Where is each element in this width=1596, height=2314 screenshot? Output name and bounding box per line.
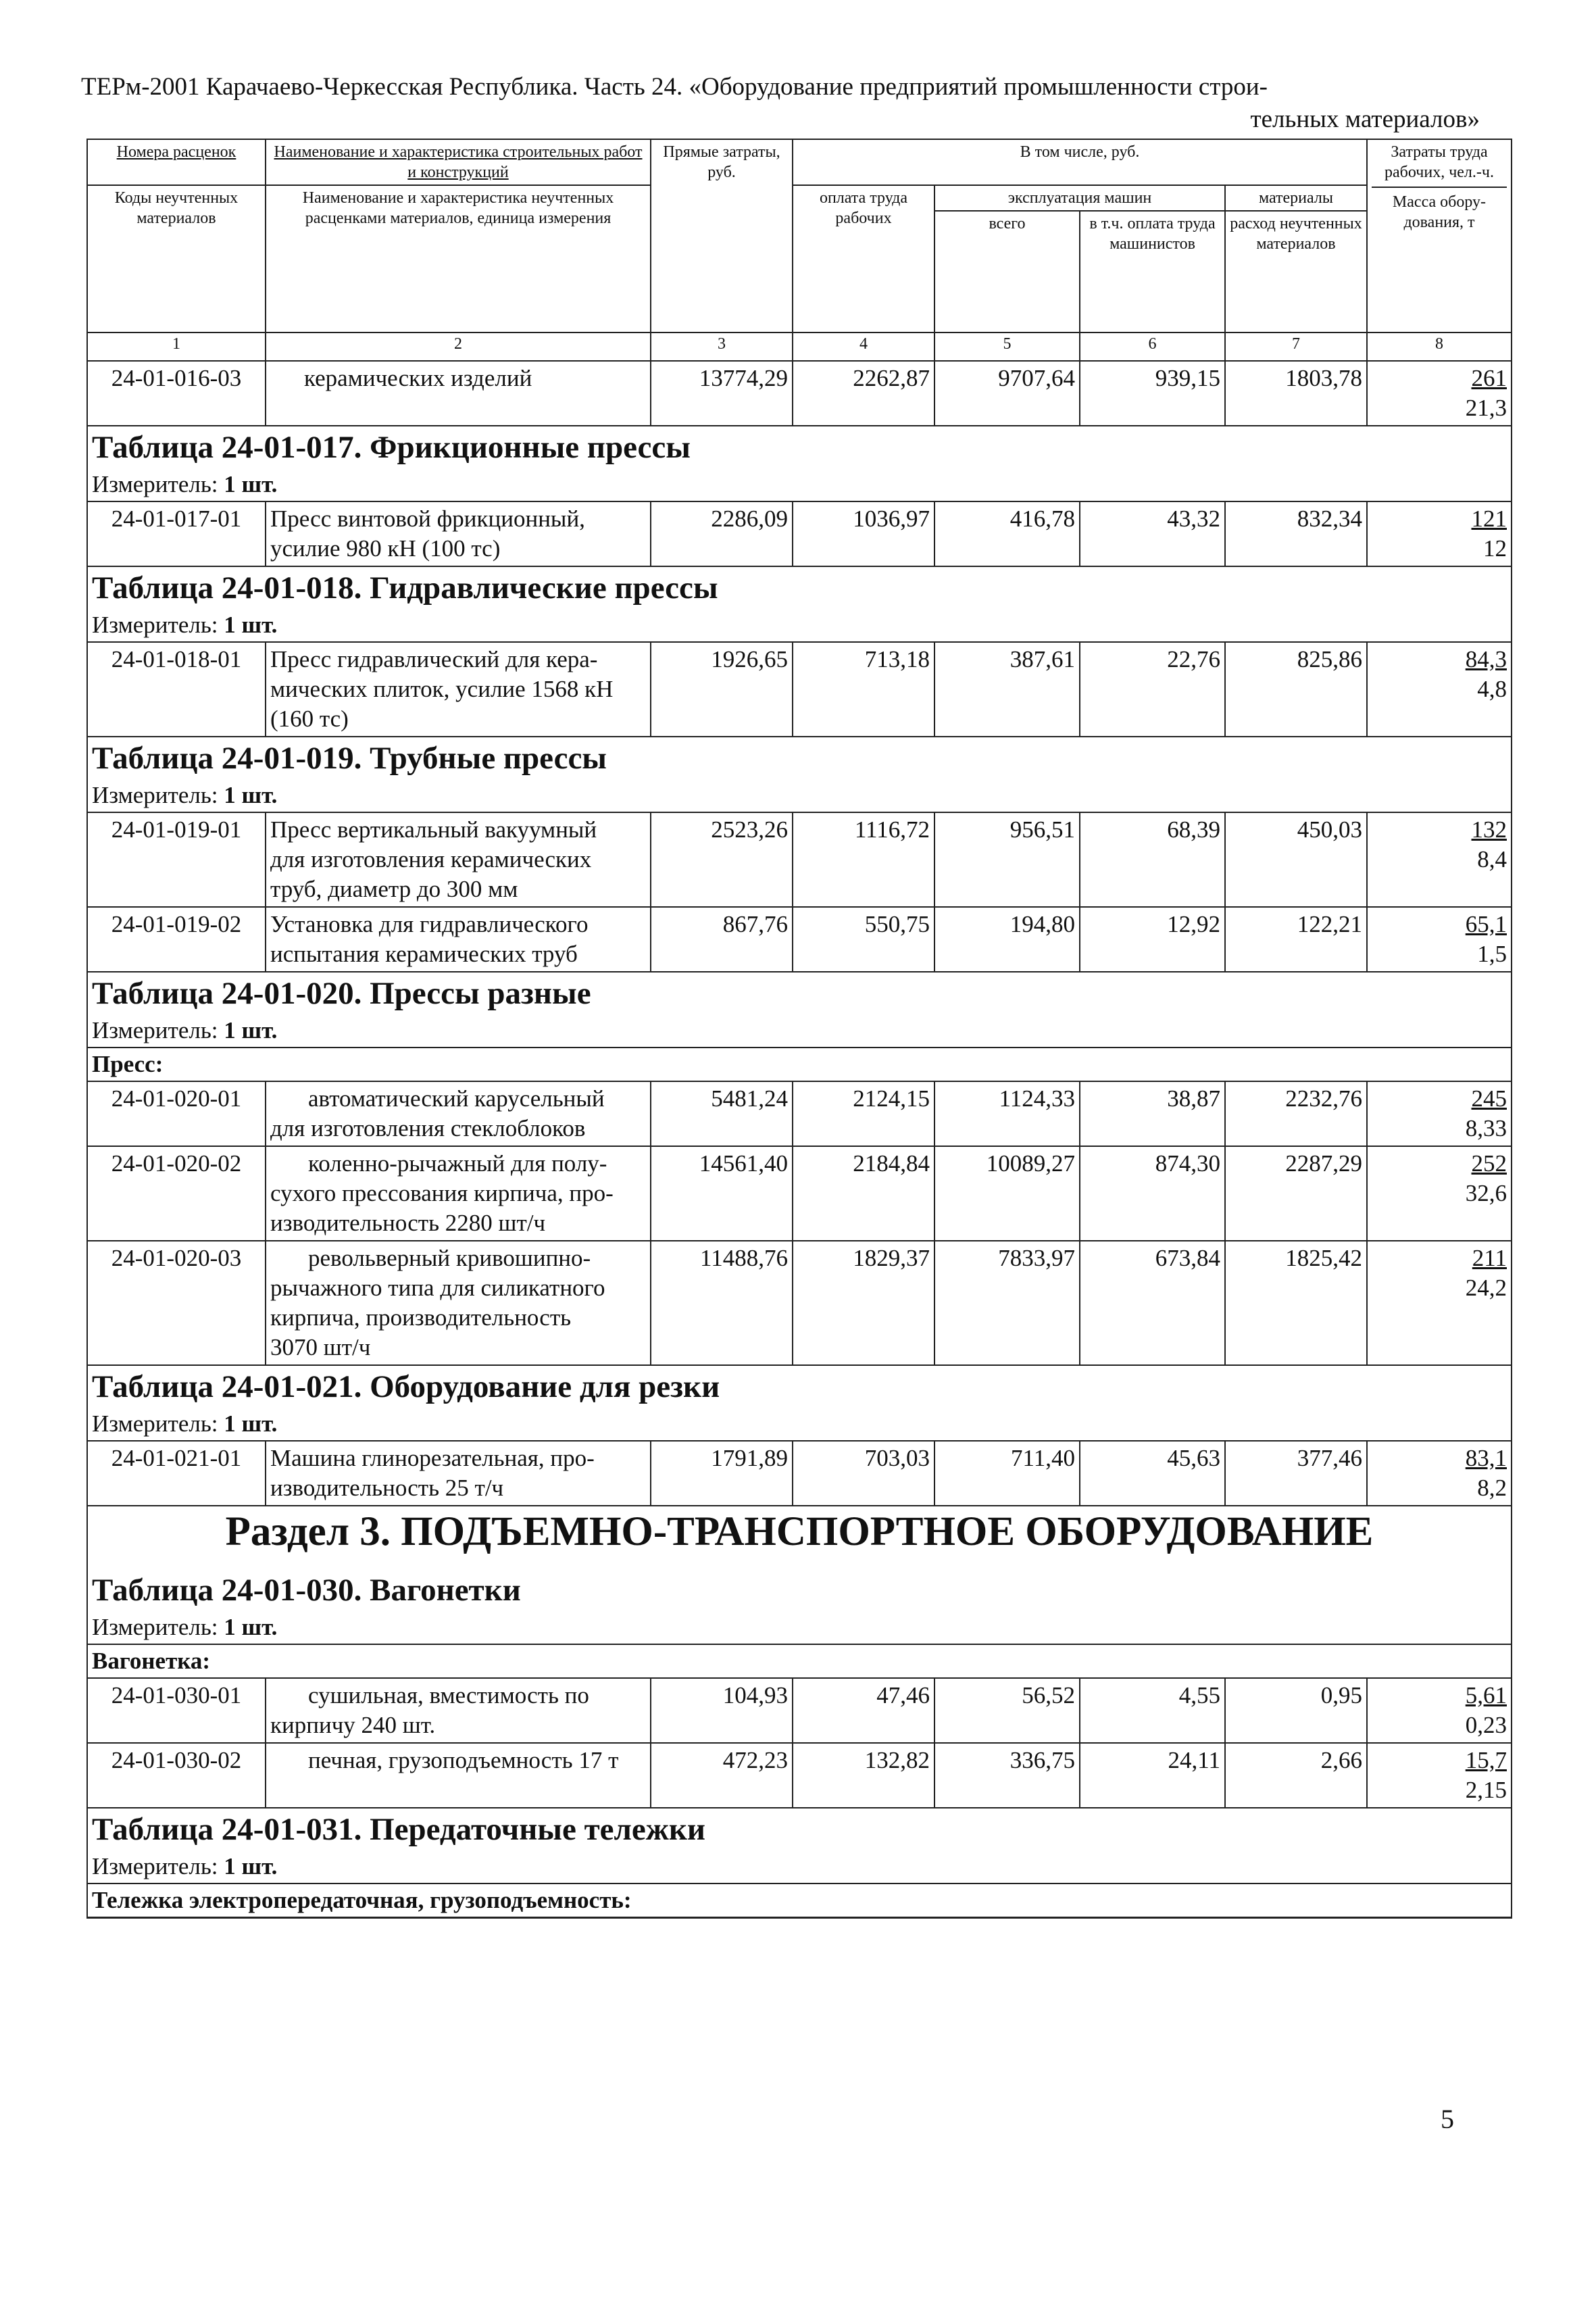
table-row bbox=[87, 1241, 1512, 1365]
measure-row bbox=[87, 779, 1512, 812]
direct-cost: 104,93 bbox=[651, 1678, 793, 1743]
page-header bbox=[81, 71, 1487, 136]
materials-header: материалы bbox=[1225, 185, 1367, 211]
subheading-wagon: Вагонетка: bbox=[87, 1644, 1512, 1678]
labor-hours: 15,7 bbox=[1465, 1747, 1507, 1773]
table-title-020: Таблица 24-01-020. Прессы разные bbox=[87, 972, 1512, 1014]
rate-code: 24-01-016-03 bbox=[87, 361, 266, 426]
labor-pay: 2262,87 bbox=[793, 361, 934, 426]
rate-name: Машина глинорезательная, про- изводительность 25 т/ч bbox=[266, 1441, 651, 1506]
equipment-mass: 8,2 bbox=[1477, 1475, 1507, 1501]
labor-hours: 84,3 bbox=[1465, 646, 1507, 672]
rate-name: коленно-рычажный для полу- сухого прессования кирпича, про- изводительность 2280 шт/ч bbox=[266, 1146, 651, 1241]
table-title-031: Таблица 24-01-031. Передаточные тележки bbox=[87, 1808, 1512, 1850]
rate-code: 24-01-019-01 bbox=[87, 812, 266, 907]
machinists-pay: 874,30 bbox=[1080, 1146, 1225, 1241]
measure-row bbox=[87, 1850, 1512, 1884]
machinists-pay: 12,92 bbox=[1080, 907, 1225, 972]
equipment-mass: 0,23 bbox=[1465, 1712, 1507, 1738]
machines-header: эксплуатация машин bbox=[934, 185, 1225, 211]
labor-hours: 83,1 bbox=[1465, 1445, 1507, 1471]
rate-name: револьверный кривошипно- рычажного типа для силикатного кирпича, производительность 3070 шт/ч bbox=[266, 1241, 651, 1365]
equipment-mass: 24,2 bbox=[1465, 1275, 1507, 1301]
rate-name: керамических изделий bbox=[266, 361, 651, 426]
materials: 832,34 bbox=[1225, 501, 1367, 566]
header-line-2: тельных материалов» bbox=[1250, 105, 1480, 133]
direct-cost: 867,76 bbox=[651, 907, 793, 972]
labor-hours: 252 bbox=[1471, 1150, 1507, 1177]
machinists-pay: 22,76 bbox=[1080, 642, 1225, 737]
machinists-pay: 4,55 bbox=[1080, 1678, 1225, 1743]
machines-total: 416,78 bbox=[934, 501, 1080, 566]
col5-header: всего bbox=[934, 211, 1080, 333]
machines-total: 336,75 bbox=[934, 1743, 1080, 1808]
labor-mass bbox=[1367, 1441, 1512, 1506]
labor-hours: 5,61 bbox=[1465, 1682, 1507, 1708]
rate-code: 24-01-030-02 bbox=[87, 1743, 266, 1808]
col6-header: в т.ч. оплата труда машинистов bbox=[1080, 211, 1225, 333]
col7-header: расход неучтенных материалов bbox=[1225, 211, 1367, 333]
page-number: 5 bbox=[1441, 2104, 1454, 2134]
machines-total: 9707,64 bbox=[934, 361, 1080, 426]
header-line-1: ТЕРм-2001 Карачаево-Черкесская Республика. Часть 24. «Оборудование предприятий промышленности строи- bbox=[81, 73, 1268, 101]
materials: 2232,76 bbox=[1225, 1081, 1367, 1146]
labor-pay: 2184,84 bbox=[793, 1146, 934, 1241]
col2-top: Наименование и характеристика строительных работ и конструкций bbox=[266, 139, 651, 185]
equipment-mass: 32,6 bbox=[1465, 1180, 1507, 1206]
materials: 122,21 bbox=[1225, 907, 1367, 972]
table-title-021: Таблица 24-01-021. Оборудование для резки bbox=[87, 1365, 1512, 1408]
table-row bbox=[87, 907, 1512, 972]
direct-cost: 472,23 bbox=[651, 1743, 793, 1808]
rate-name: Установка для гидравлического испытания керамических труб bbox=[266, 907, 651, 972]
rates-table bbox=[86, 139, 1512, 1919]
labor-mass bbox=[1367, 1081, 1512, 1146]
subheading-press: Пресс: bbox=[87, 1048, 1512, 1081]
equipment-mass: 4,8 bbox=[1477, 676, 1507, 702]
measure-row bbox=[87, 1611, 1512, 1644]
measure-row bbox=[87, 1408, 1512, 1441]
equipment-mass: 8,4 bbox=[1477, 846, 1507, 872]
machinists-pay: 38,87 bbox=[1080, 1081, 1225, 1146]
equipment-mass: 12 bbox=[1483, 535, 1507, 562]
subheading-cart: Тележка электропередаточная, грузоподъемность: bbox=[87, 1884, 1512, 1918]
machines-total: 1124,33 bbox=[934, 1081, 1080, 1146]
table-row bbox=[87, 1081, 1512, 1146]
measure-row bbox=[87, 1014, 1512, 1048]
measure-label: Измеритель: bbox=[92, 1410, 218, 1437]
col-num-3: 3 bbox=[651, 333, 793, 361]
materials: 2287,29 bbox=[1225, 1146, 1367, 1241]
materials: 450,03 bbox=[1225, 812, 1367, 907]
column-header-row-2 bbox=[87, 185, 1512, 211]
labor-mass bbox=[1367, 907, 1512, 972]
col-num-4: 4 bbox=[793, 333, 934, 361]
col-num-7: 7 bbox=[1225, 333, 1367, 361]
machines-total: 194,80 bbox=[934, 907, 1080, 972]
materials: 377,46 bbox=[1225, 1441, 1367, 1506]
labor-mass bbox=[1367, 1146, 1512, 1241]
labor-hours: 245 bbox=[1471, 1085, 1507, 1112]
section-heading: Раздел 3. ПОДЪЕМНО-ТРАНСПОРТНОЕ ОБОРУДОВАНИЕ bbox=[87, 1506, 1512, 1558]
measure-label: Измеритель: bbox=[92, 1017, 218, 1043]
direct-cost: 5481,24 bbox=[651, 1081, 793, 1146]
col-num-2: 2 bbox=[266, 333, 651, 361]
table-row bbox=[87, 1743, 1512, 1808]
machines-total: 956,51 bbox=[934, 812, 1080, 907]
rate-name: сушильная, вместимость по кирпичу 240 шт. bbox=[266, 1678, 651, 1743]
labor-hours: 121 bbox=[1471, 506, 1507, 532]
rate-code: 24-01-020-03 bbox=[87, 1241, 266, 1365]
labor-pay: 550,75 bbox=[793, 907, 934, 972]
table-title-019: Таблица 24-01-019. Трубные прессы bbox=[87, 737, 1512, 779]
table-title-017: Таблица 24-01-017. Фрикционные прессы bbox=[87, 426, 1512, 468]
table-row bbox=[87, 1146, 1512, 1241]
measure-value: 1 шт. bbox=[224, 1410, 278, 1437]
rate-code: 24-01-017-01 bbox=[87, 501, 266, 566]
col3-header: Прямые затраты, руб. bbox=[651, 139, 793, 333]
table-title-018: Таблица 24-01-018. Гидравлические прессы bbox=[87, 566, 1512, 609]
rate-code: 24-01-018-01 bbox=[87, 642, 266, 737]
labor-pay: 713,18 bbox=[793, 642, 934, 737]
machines-total: 711,40 bbox=[934, 1441, 1080, 1506]
col4-header: оплата труда рабочих bbox=[793, 185, 934, 333]
labor-hours: 261 bbox=[1471, 365, 1507, 391]
labor-mass bbox=[1367, 1678, 1512, 1743]
col8-top: Затраты труда рабочих, чел.-ч. bbox=[1372, 142, 1507, 188]
measure-row bbox=[87, 609, 1512, 642]
measure-label: Измеритель: bbox=[92, 612, 218, 638]
col2-bottom: Наименование и характеристика неучтенных расценками материалов, единица измерения bbox=[266, 185, 651, 333]
labor-pay: 703,03 bbox=[793, 1441, 934, 1506]
rate-code: 24-01-020-01 bbox=[87, 1081, 266, 1146]
labor-pay: 47,46 bbox=[793, 1678, 934, 1743]
labor-hours: 211 bbox=[1472, 1245, 1507, 1271]
col-num-8: 8 bbox=[1367, 333, 1512, 361]
rate-name: автоматический карусельный для изготовления стеклоблоков bbox=[266, 1081, 651, 1146]
column-number-row bbox=[87, 333, 1512, 361]
direct-cost: 2523,26 bbox=[651, 812, 793, 907]
col8-header bbox=[1367, 139, 1512, 333]
group-header: В том числе, руб. bbox=[793, 139, 1367, 185]
col1-top: Номера расценок bbox=[87, 139, 266, 185]
table-row bbox=[87, 501, 1512, 566]
measure-value: 1 шт. bbox=[224, 612, 278, 638]
rate-code: 24-01-019-02 bbox=[87, 907, 266, 972]
col-num-1: 1 bbox=[87, 333, 266, 361]
column-header-row-1 bbox=[87, 139, 1512, 185]
rate-code: 24-01-021-01 bbox=[87, 1441, 266, 1506]
table-row bbox=[87, 1441, 1512, 1506]
direct-cost: 2286,09 bbox=[651, 501, 793, 566]
machines-total: 387,61 bbox=[934, 642, 1080, 737]
labor-pay: 1036,97 bbox=[793, 501, 934, 566]
labor-mass bbox=[1367, 812, 1512, 907]
table-row bbox=[87, 1678, 1512, 1743]
equipment-mass: 2,15 bbox=[1465, 1777, 1507, 1803]
measure-label: Измеритель: bbox=[92, 1614, 218, 1640]
machinists-pay: 24,11 bbox=[1080, 1743, 1225, 1808]
labor-pay: 2124,15 bbox=[793, 1081, 934, 1146]
labor-hours: 65,1 bbox=[1465, 911, 1507, 937]
measure-row bbox=[87, 468, 1512, 501]
machinists-pay: 673,84 bbox=[1080, 1241, 1225, 1365]
labor-pay: 132,82 bbox=[793, 1743, 934, 1808]
measure-value: 1 шт. bbox=[224, 471, 278, 497]
labor-hours: 132 bbox=[1471, 816, 1507, 843]
direct-cost: 13774,29 bbox=[651, 361, 793, 426]
direct-cost: 11488,76 bbox=[651, 1241, 793, 1365]
labor-pay: 1829,37 bbox=[793, 1241, 934, 1365]
equipment-mass: 1,5 bbox=[1477, 941, 1507, 967]
measure-label: Измеритель: bbox=[92, 782, 218, 808]
labor-mass bbox=[1367, 361, 1512, 426]
labor-pay: 1116,72 bbox=[793, 812, 934, 907]
labor-mass bbox=[1367, 642, 1512, 737]
rate-code: 24-01-020-02 bbox=[87, 1146, 266, 1241]
rate-code: 24-01-030-01 bbox=[87, 1678, 266, 1743]
rate-name: Пресс винтовой фрикционный, усилие 980 кН (100 тс) bbox=[266, 501, 651, 566]
measure-value: 1 шт. bbox=[224, 1614, 278, 1640]
table-title-030: Таблица 24-01-030. Вагонетки bbox=[87, 1558, 1512, 1611]
materials: 2,66 bbox=[1225, 1743, 1367, 1808]
equipment-mass: 21,3 bbox=[1465, 395, 1507, 421]
machinists-pay: 45,63 bbox=[1080, 1441, 1225, 1506]
direct-cost: 14561,40 bbox=[651, 1146, 793, 1241]
equipment-mass: 8,33 bbox=[1465, 1115, 1507, 1141]
materials: 0,95 bbox=[1225, 1678, 1367, 1743]
labor-mass bbox=[1367, 501, 1512, 566]
materials: 825,86 bbox=[1225, 642, 1367, 737]
rate-name: Пресс гидравлический для кера- мических плиток, усилие 1568 кН (160 тс) bbox=[266, 642, 651, 737]
machines-total: 7833,97 bbox=[934, 1241, 1080, 1365]
col-num-6: 6 bbox=[1080, 333, 1225, 361]
table-row bbox=[87, 361, 1512, 426]
table-row bbox=[87, 812, 1512, 907]
rate-name: печная, грузоподъемность 17 т bbox=[266, 1743, 651, 1808]
materials: 1825,42 bbox=[1225, 1241, 1367, 1365]
machines-total: 56,52 bbox=[934, 1678, 1080, 1743]
direct-cost: 1926,65 bbox=[651, 642, 793, 737]
materials: 1803,78 bbox=[1225, 361, 1367, 426]
measure-value: 1 шт. bbox=[224, 1853, 278, 1879]
measure-value: 1 шт. bbox=[224, 782, 278, 808]
measure-value: 1 шт. bbox=[224, 1017, 278, 1043]
table-row bbox=[87, 642, 1512, 737]
col-num-5: 5 bbox=[934, 333, 1080, 361]
labor-mass bbox=[1367, 1241, 1512, 1365]
labor-mass bbox=[1367, 1743, 1512, 1808]
col8-bottom: Масса обору-дования, т bbox=[1392, 193, 1487, 231]
machinists-pay: 68,39 bbox=[1080, 812, 1225, 907]
measure-label: Измеритель: bbox=[92, 1853, 218, 1879]
machinists-pay: 939,15 bbox=[1080, 361, 1225, 426]
direct-cost: 1791,89 bbox=[651, 1441, 793, 1506]
rate-name: Пресс вертикальный вакуумный для изготовления керамических труб, диаметр до 300 мм bbox=[266, 812, 651, 907]
col1-bottom: Коды неучтенных материалов bbox=[87, 185, 266, 333]
measure-label: Измеритель: bbox=[92, 471, 218, 497]
machinists-pay: 43,32 bbox=[1080, 501, 1225, 566]
machines-total: 10089,27 bbox=[934, 1146, 1080, 1241]
